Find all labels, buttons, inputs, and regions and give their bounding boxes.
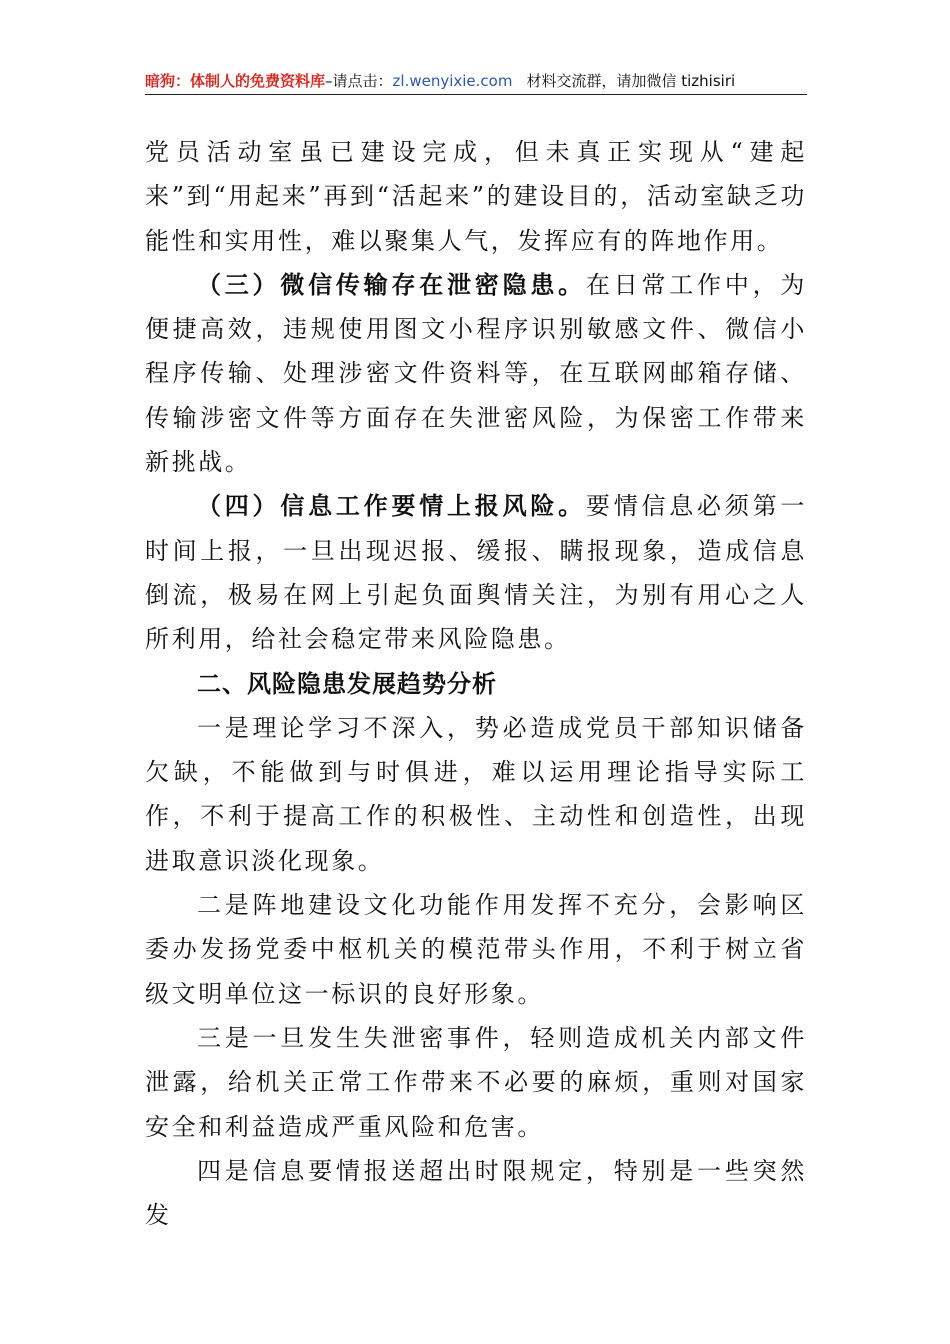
analysis-paragraph: 三是一旦发生失泄密事件，轻则造成机关内部文件泄露，给机关正常工作带来不必要的麻烦，重则对国家安全和利益造成严重风险和危害。 bbox=[145, 1023, 807, 1141]
page-header bbox=[145, 70, 807, 96]
header-site-link[interactable]: zl.wenyixie.com bbox=[392, 72, 513, 90]
paragraph-lead: （三）微信传输存在泄密隐患。 bbox=[197, 269, 586, 299]
section-heading: 二、风险隐患发展趋势分析 bbox=[197, 669, 497, 698]
header-divider bbox=[145, 94, 807, 95]
header-group-text: 材料交流群，请加微信 tizhisiri bbox=[526, 72, 736, 90]
analysis-paragraph: 二是阵地建设文化功能作用发挥不充分，会影响区委办发扬党委中枢机关的模范带头作用，不利于树立省级文明单位这一标识的良好形象。 bbox=[145, 891, 807, 1008]
body-paragraph bbox=[145, 263, 807, 484]
analysis-paragraph: 四是信息要情报送超出时限规定，特别是一些突然发 bbox=[145, 1156, 807, 1230]
header-site-name: 暗狗：体制人的免费资料库 bbox=[145, 72, 326, 90]
header-click-text: –请点击： bbox=[325, 72, 393, 90]
paragraph-text: 在日常工作中，为便捷高效，违规使用图文小程序识别敏感文件、微信小程序传输、处理涉密文件资料等，在互联网邮箱存储、传输涉密文件等方面存在失泄密风险，为保密工作带来新挑战。 bbox=[145, 270, 807, 477]
body-paragraph bbox=[145, 130, 807, 263]
paragraph-lead: （四）信息工作要情上报风险。 bbox=[197, 491, 586, 521]
document-body bbox=[145, 130, 807, 1237]
paragraph-text: 党员活动室虽已建设完成，但未真正实现从“建起来”到“用起来”再到“活起来”的建设目的，活动室缺乏功能性和实用性，难以聚集人气，发挥应有的阵地作用。 bbox=[145, 138, 807, 255]
analysis-paragraph: 一是理论学习不深入，势必造成党员干部知识储备欠缺，不能做到与时俱进，难以运用理论指导实际工作，不利于提高工作的积极性、主动性和创造性，出现进取意识淡化现象。 bbox=[145, 713, 807, 875]
body-paragraph bbox=[145, 484, 807, 661]
paragraph-text: 要情信息必须第一时间上报，一旦出现迟报、缓报、瞒报现象，造成信息倒流，极易在网上引起负面舆情关注，为别有用心之人所利用，给社会稳定带来风险隐患。 bbox=[145, 492, 807, 654]
